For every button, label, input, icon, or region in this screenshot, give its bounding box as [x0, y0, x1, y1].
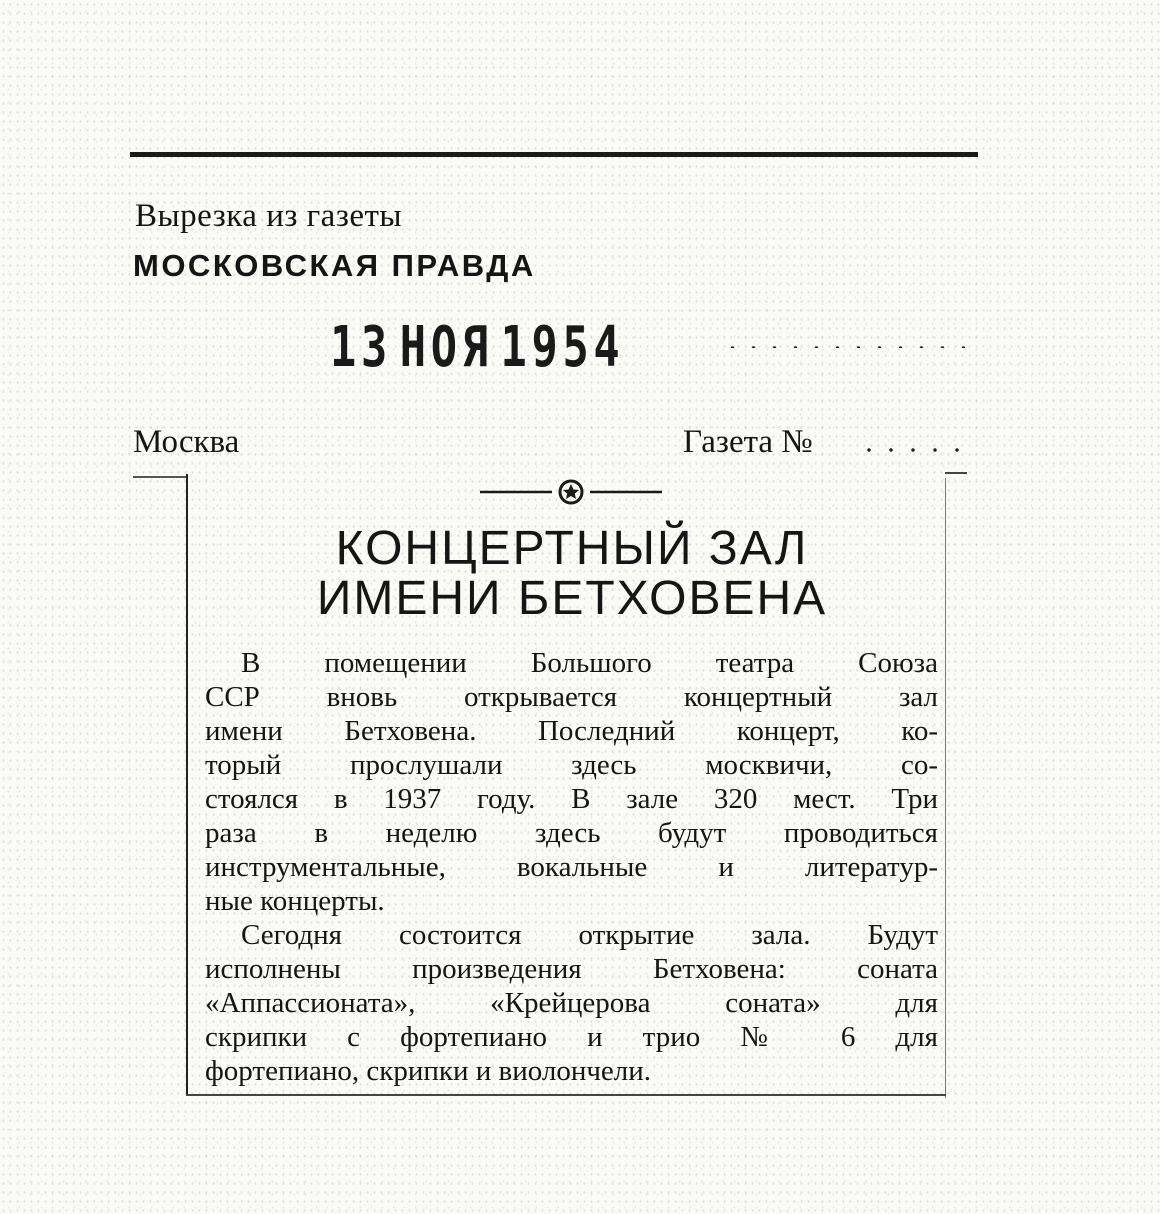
stamp-year: 1954 [500, 314, 625, 380]
issue-label: Газета № [683, 424, 813, 460]
text-line: исполнены произведения Бетховена: соната [205, 953, 938, 985]
top-rule [130, 152, 978, 157]
text-line: торый прослушали здесь москвичи, со- [205, 749, 938, 781]
text-line: скрипки с фортепиано и трио № 6 для [205, 1021, 938, 1053]
stamp-dotted-line [722, 346, 972, 348]
city-label: Москва [133, 424, 240, 460]
newspaper-name: МОСКОВСКАЯ ПРАВДА [133, 248, 536, 283]
text-line: ные концерты. [205, 885, 385, 917]
text-line: ССР вновь открывается концертный зал [205, 681, 938, 713]
clip-label: Вырезка из газеты [135, 198, 403, 234]
text-line: раза в неделю здесь будут проводиться [205, 817, 938, 849]
star-ornament-icon [480, 478, 662, 506]
paragraph-2 [205, 918, 938, 1088]
issue-dotted-line [858, 448, 968, 452]
frame-left-tick [133, 476, 186, 478]
text-line: инструментальные, вокальные и литератур- [205, 851, 938, 883]
text-line: Сегодня состоится открытие зала. Будут [241, 919, 938, 951]
article-headline [200, 524, 944, 624]
stamp-day: 13 [330, 314, 392, 380]
text-line: «Аппассионата», «Крейцерова соната» для [205, 987, 938, 1019]
article-body [205, 646, 938, 1088]
text-line: В помещении Большого театра Союза [241, 647, 938, 679]
frame-left-border [186, 474, 188, 1094]
text-line: имени Бетховена. Последний концерт, ко- [205, 715, 938, 747]
paragraph-1 [205, 646, 938, 918]
headline-line-2: ИМЕНИ БЕТХОВЕНА [316, 572, 828, 625]
stamp-month: НОЯ [399, 314, 493, 380]
text-line: стоялся в 1937 году. В зале 320 мест. Три [205, 783, 938, 815]
headline-line-1: КОНЦЕРТНЫЙ ЗАЛ [335, 522, 809, 575]
frame-right-border [945, 478, 946, 1098]
frame-bottom-border [186, 1094, 946, 1096]
text-line: фортепиано, скрипки и виолончели. [205, 1055, 652, 1087]
date-stamp [330, 314, 624, 380]
frame-right-tick [945, 472, 967, 474]
